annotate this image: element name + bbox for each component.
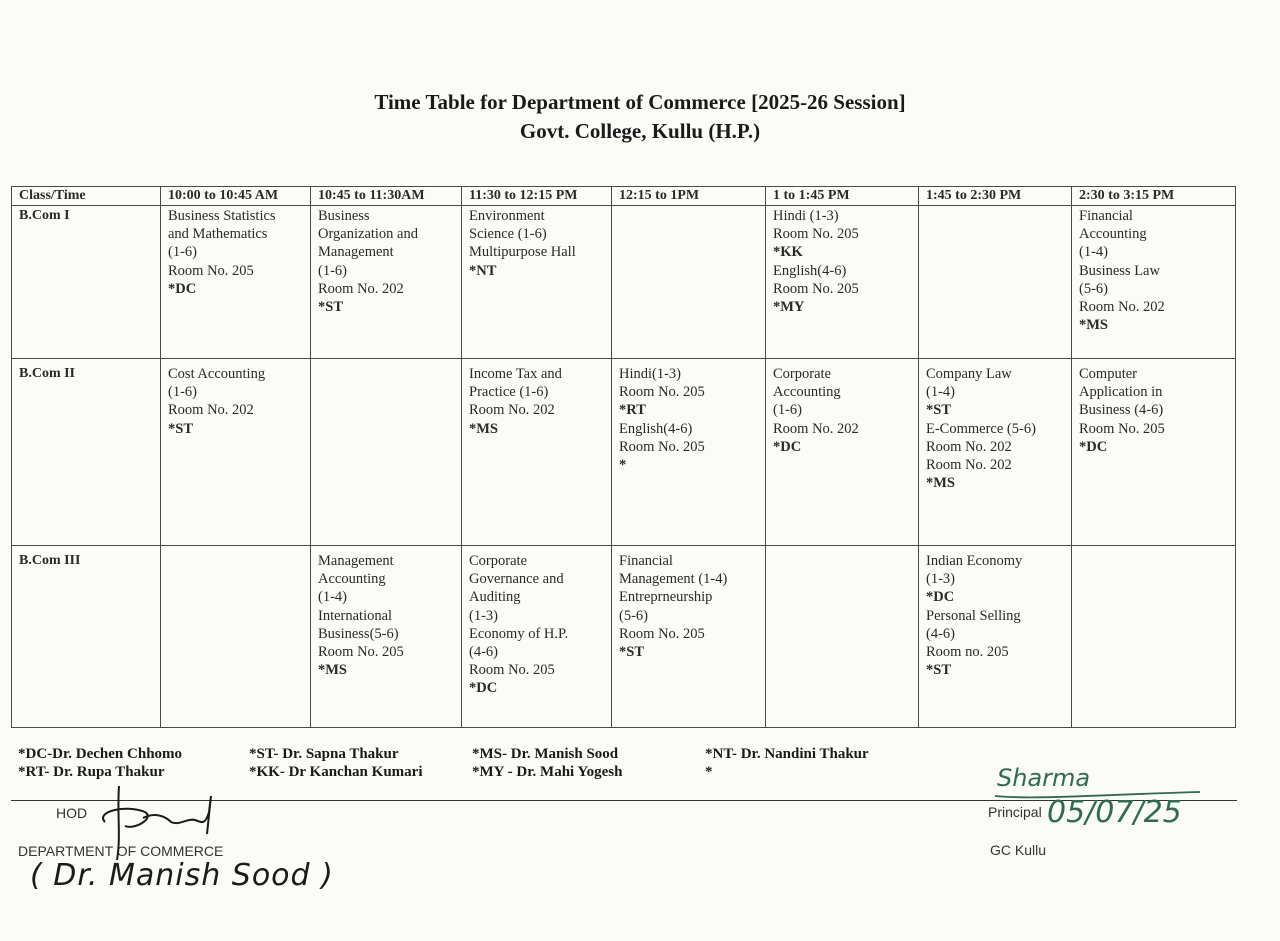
cell-text: (1-6) (318, 262, 347, 279)
cell-text: Cost Accounting (168, 366, 266, 382)
cell-text: (1-4) (926, 384, 955, 401)
legend-col-3 (472, 745, 622, 781)
cell-text: Practice (1-6) (469, 384, 549, 401)
title-line-2: Govt. College, Kullu (H.P.) (519, 119, 761, 143)
cell-text: (1-3) (469, 607, 498, 624)
cell-text: Business Statistics (168, 208, 276, 224)
cell-text: Entreprneurship (619, 589, 713, 606)
legend-col-2 (249, 745, 422, 781)
teacher-code: *DC (168, 280, 197, 297)
class-name-cell: B.Com III (12, 546, 161, 728)
teacher-code: *MY (773, 299, 805, 316)
legend-col-1 (18, 745, 182, 781)
principal-label: Principal (988, 804, 1042, 820)
cell-text: Room No. 202 (318, 280, 404, 297)
table-row (12, 546, 1236, 728)
principal-signature (995, 760, 1205, 840)
teacher-code: *ST (318, 299, 343, 316)
teacher-code: *DC (469, 680, 498, 697)
timetable-cell (766, 206, 919, 359)
legend-col-4 (705, 745, 869, 781)
table-row (12, 206, 1236, 359)
cell-text: Room No. 205 (619, 438, 705, 455)
cell-text: Business(5-6) (318, 625, 399, 642)
cell-text: Accounting (1079, 226, 1147, 243)
cell-text: Environment (469, 208, 545, 224)
cell-text: (4-6) (926, 625, 955, 642)
cell-text: Financial (1079, 208, 1133, 224)
cell-text: Accounting (773, 384, 841, 401)
teacher-code: *MS (469, 420, 498, 437)
timetable-cell (612, 359, 766, 546)
cell-text: Room No. 205 (773, 280, 859, 297)
class-name-cell: B.Com II (12, 359, 161, 546)
teacher-code: *MS (1079, 317, 1108, 334)
header-time-slot: 12:15 to 1PM (612, 187, 766, 206)
timetable-cell (462, 546, 612, 728)
cell-text: English(4-6) (773, 262, 847, 279)
cell-text: (1-6) (773, 402, 802, 419)
cell-text: Room No. 205 (1079, 420, 1165, 437)
cell-text: (1-4) (318, 589, 347, 606)
timetable (11, 186, 1236, 728)
department-label: DEPARTMENT OF COMMERCE (18, 843, 224, 859)
cell-text: Corporate (469, 553, 527, 569)
cell-text: Personal Selling (926, 607, 1021, 624)
header-time-slot: 10:45 to 11:30AM (311, 187, 462, 206)
cell-text: Multipurpose Hall (469, 244, 576, 261)
cell-text: International (318, 607, 393, 624)
cell-text: Room No. 202 (926, 438, 1012, 455)
cell-text: Accounting (318, 571, 386, 588)
cell-text: Room No. 205 (773, 226, 859, 243)
cell-text: Management (1-4) (619, 571, 728, 588)
teacher-code: *DC (773, 438, 802, 455)
principal-signature-name: Sharma (997, 764, 1091, 792)
legend-item: *MS- Dr. Manish Sood (472, 746, 619, 762)
college-label: GC Kullu (990, 842, 1047, 858)
cell-text: (1-6) (168, 384, 197, 401)
cell-text: Room No. 202 (773, 420, 859, 437)
cell-text: Income Tax and (469, 366, 562, 382)
teacher-code: *ST (619, 644, 644, 661)
header-time-slot: 11:30 to 12:15 PM (462, 187, 612, 206)
cell-text: Room No. 202 (926, 457, 1012, 474)
cell-text: (5-6) (1079, 280, 1108, 297)
cell-text: English(4-6) (619, 420, 693, 437)
cell-text: Auditing (469, 589, 521, 606)
header-time-slot: 2:30 to 3:15 PM (1072, 187, 1236, 206)
timetable-cell (1072, 359, 1236, 546)
cell-text: Room No. 205 (619, 625, 705, 642)
cell-text: (1-6) (168, 244, 197, 261)
cell-text: (1-3) (926, 571, 955, 588)
timetable-cell (1072, 206, 1236, 359)
legend-item: *DC-Dr. Dechen Chhomo (18, 746, 183, 762)
cell-text: (1-4) (1079, 244, 1108, 261)
cell-text: Business (4-6) (1079, 402, 1164, 419)
teacher-code: * (619, 457, 627, 474)
principal-signature-date: 05/07/25 (1047, 795, 1182, 830)
header-class-time: Class/Time (12, 187, 161, 206)
cell-text: Company Law (926, 366, 1012, 382)
legend-item: * (705, 764, 713, 780)
timetable-cell (161, 206, 311, 359)
hod-signature (95, 782, 225, 862)
legend-item: *RT- Dr. Rupa Thakur (18, 764, 165, 780)
teacher-code: *MS (926, 475, 955, 492)
timetable-cell (612, 546, 766, 728)
teacher-code: *ST (926, 402, 951, 419)
timetable-cell (311, 359, 462, 546)
cell-text: Management (318, 244, 394, 261)
legend-item: *ST- Dr. Sapna Thakur (249, 746, 399, 762)
timetable-cell (311, 206, 462, 359)
timetable-cell (161, 359, 311, 546)
cell-text: (4-6) (469, 644, 498, 661)
cell-text: Business Law (1079, 262, 1160, 279)
timetable-body (12, 206, 1236, 728)
cell-text: Room no. 205 (926, 644, 1009, 661)
cell-text: (5-6) (619, 607, 648, 624)
timetable-cell (311, 546, 462, 728)
cell-text: Governance and (469, 571, 564, 588)
cell-text: Economy of H.P. (469, 625, 569, 642)
cell-text: Room No. 205 (469, 662, 555, 679)
timetable-cell (919, 359, 1072, 546)
hod-label: HOD (56, 805, 88, 821)
cell-text: Business (318, 208, 370, 224)
teacher-code: *ST (926, 662, 951, 679)
teacher-code: *KK (773, 244, 803, 261)
timetable-cell (1072, 546, 1236, 728)
legend-item: *NT- Dr. Nandini Thakur (705, 746, 869, 762)
cell-text: Corporate (773, 366, 831, 382)
cell-text: Science (1-6) (469, 226, 547, 243)
cell-text: Room No. 202 (168, 402, 254, 419)
teacher-code: *DC (926, 589, 955, 606)
teacher-code: *RT (619, 402, 646, 419)
timetable-cell (612, 206, 766, 359)
timetable-cell (919, 206, 1072, 359)
cell-text: Hindi (1-3) (773, 208, 839, 224)
teacher-code: *ST (168, 420, 193, 437)
timetable-cell (462, 359, 612, 546)
cell-text: Financial (619, 553, 673, 569)
cell-text: Management (318, 553, 394, 569)
legend-item: *KK- Dr Kanchan Kumari (249, 764, 423, 780)
cell-text: Room No. 205 (318, 644, 404, 661)
cell-text: Room No. 205 (619, 384, 705, 401)
timetable-cell (766, 546, 919, 728)
header-time-slot: 1 to 1:45 PM (766, 187, 919, 206)
cell-text: Computer (1079, 366, 1137, 382)
header-time-slot: 1:45 to 2:30 PM (919, 187, 1072, 206)
timetable-cell (766, 359, 919, 546)
cell-text: Room No. 202 (469, 402, 555, 419)
teacher-code: *MS (318, 662, 347, 679)
header-row (12, 187, 1236, 206)
timetable-cell (462, 206, 612, 359)
cell-text: Indian Economy (926, 553, 1023, 569)
cell-text: Application in (1079, 384, 1163, 401)
teacher-code: *DC (1079, 438, 1108, 455)
cell-text: Room No. 202 (1079, 299, 1165, 316)
cell-text: Hindi(1-3) (619, 366, 682, 382)
cell-text: E-Commerce (5-6) (926, 420, 1036, 437)
hod-handwritten-name: ( Dr. Manish Sood ) (30, 858, 334, 893)
legend-item: *MY - Dr. Mahi Yogesh (472, 764, 623, 780)
title-line-1: Time Table for Department of Commerce [2025-26 Session] (374, 90, 906, 114)
cell-text: and Mathematics (168, 226, 268, 243)
timetable-cell (919, 546, 1072, 728)
header-time-slot: 10:00 to 10:45 AM (161, 187, 311, 206)
cell-text: Organization and (318, 226, 418, 243)
class-name-cell: B.Com I (12, 206, 161, 359)
cell-text: Room No. 205 (168, 262, 254, 279)
table-row (12, 359, 1236, 546)
page-title (0, 88, 1280, 146)
timetable-cell (161, 546, 311, 728)
teacher-code: *NT (469, 262, 497, 279)
